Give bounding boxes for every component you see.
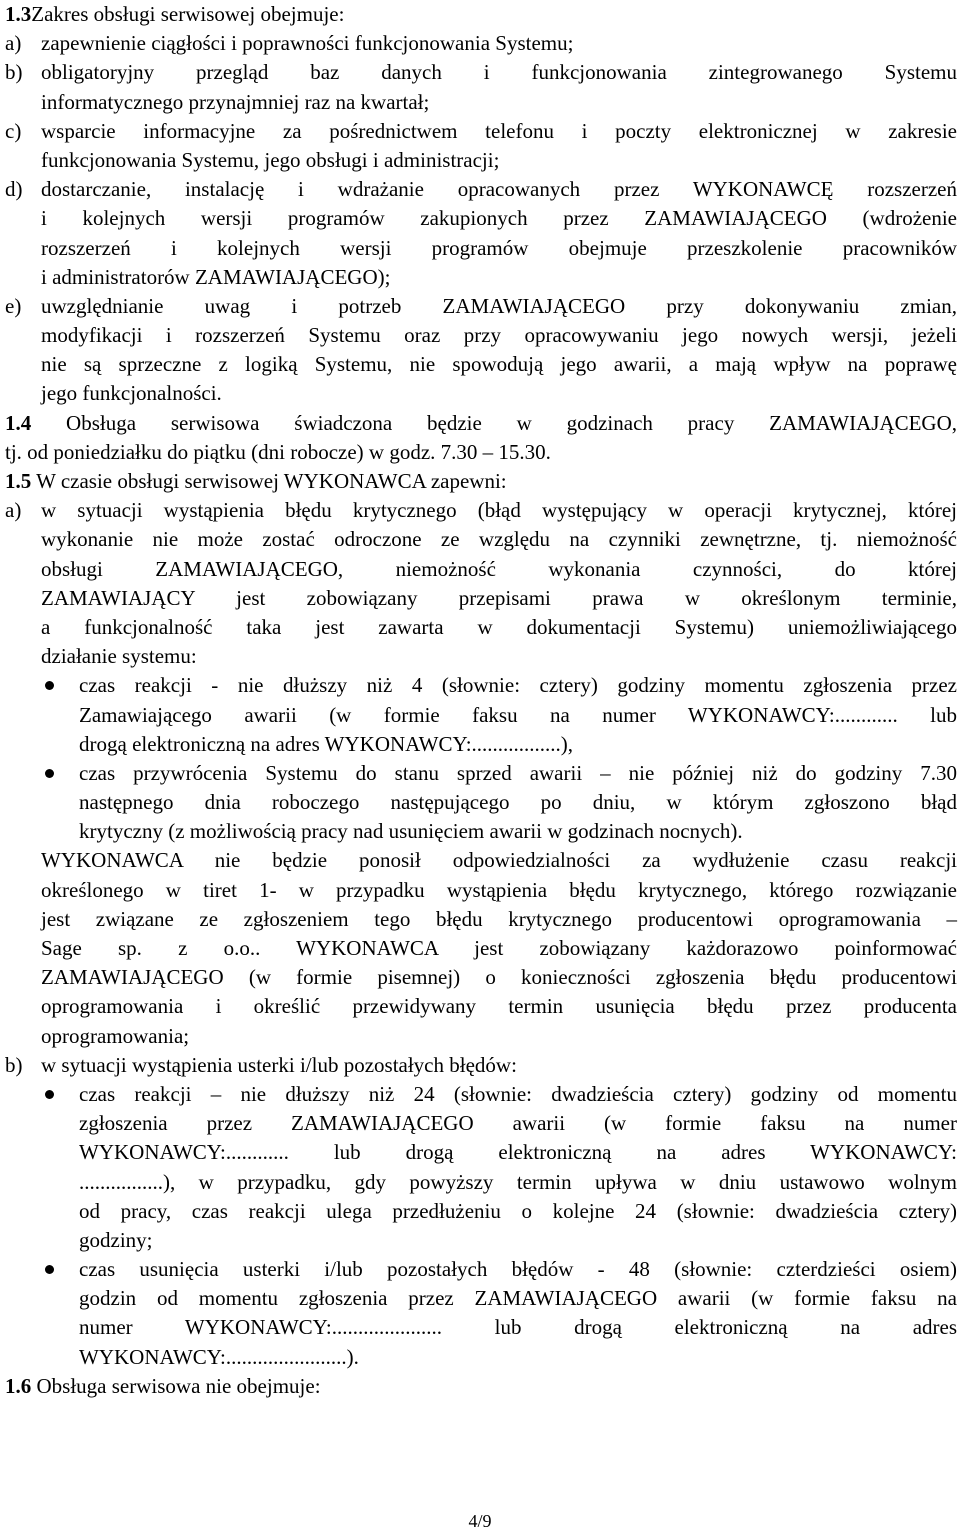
section-title: W czasie obsługi serwisowej WYKONAWCA zapewni: <box>36 469 507 493</box>
list-item-b <box>5 58 957 87</box>
bullet-text: czas reakcji - nie dłuższy niż 4 (słownie: cztery) godziny momentu zgłoszenia przez <box>79 673 957 698</box>
bullet-item-cont <box>5 1313 957 1342</box>
bullet-text: WYKONAWCY:............ lub drogą elektroniczną na adres WYKONAWCY: <box>79 1140 957 1165</box>
list-item-a-cont <box>5 555 957 584</box>
list-item-d-cont <box>5 263 957 292</box>
list-item-d-cont <box>5 204 957 233</box>
list-item-e-cont <box>5 350 957 379</box>
bullet-text: numer WYKONAWCY:..................... lub drogą elektroniczną na adres <box>79 1315 957 1340</box>
bullet-text: Zamawiającego awarii (w formie faksu na numer WYKONAWCY:............ lub <box>79 702 957 727</box>
list-marker: b) <box>5 1052 23 1077</box>
bullet-text: drogą elektroniczną na adres WYKONAWCY:.................), <box>79 731 574 756</box>
bullet-text: ................), w przypadku, gdy powyższy termin upływa w dniu ustawowo wolnym <box>79 1169 957 1194</box>
bullet-text: godziny; <box>79 1227 153 1252</box>
paragraph-text: WYKONAWCA nie będzie ponosił odpowiedzialności za wydłużenie czasu reakcji <box>41 848 957 873</box>
list-item-b <box>5 1051 957 1080</box>
paragraph-text: ZAMAWIAJĄCEGO (w formie pisemnej) o konieczności zgłoszenia błędu producentowi <box>41 965 957 990</box>
section-title: Zakres obsługi serwisowej obejmuje: <box>31 2 345 26</box>
list-item-c <box>5 117 957 146</box>
list-item-a-cont <box>5 613 957 642</box>
list-item-a-cont <box>5 642 957 671</box>
list-text: dostarczanie, instalację i wdrażanie opracowanych przez WYKONAWCĘ rozszerzeń <box>41 177 957 202</box>
list-text: działanie systemu: <box>41 644 197 669</box>
list-marker: e) <box>5 293 22 318</box>
list-item-e-cont <box>5 321 957 350</box>
section-heading-1-6 <box>5 1372 957 1401</box>
list-text: w sytuacji wystąpienia usterki i/lub pozostałych błędów: <box>41 1052 517 1077</box>
bullet-text: od pracy, czas reakcji ulega przedłużeniu o kolejne 24 (słownie: dwadzieścia cztery) <box>79 1198 957 1223</box>
paragraph-text: określonego w tiret 1- w przypadku wystąpienia błędu krytycznego, którego rozwiązanie <box>41 877 957 902</box>
list-marker: a) <box>5 498 22 523</box>
list-text: informatycznego przynajmniej raz na kwartał; <box>41 89 430 114</box>
list-text: wsparcie informacyjne za pośrednictwem telefonu i poczty elektronicznej w zakresie <box>41 118 957 143</box>
paragraph-line <box>5 846 957 875</box>
list-item-b-cont <box>5 88 957 117</box>
bullet-icon <box>45 1265 54 1274</box>
paragraph-text: oprogramowania; <box>41 1023 190 1048</box>
list-marker: c) <box>5 118 22 143</box>
paragraph-line <box>5 905 957 934</box>
list-text: funkcjonowania Systemu, jego obsługi i administracji; <box>41 147 500 172</box>
bullet-item-cont <box>5 1343 957 1372</box>
list-text: nie są sprzeczne z logiką Systemu, nie spowodują jego awarii, a mają wpływ na poprawę <box>41 352 957 377</box>
bullet-text: krytyczny (z możliwością pracy nad usunięciem awarii w godzinach nocnych). <box>79 819 743 844</box>
document-page <box>5 0 957 1401</box>
bullet-item-cont <box>5 788 957 817</box>
bullet-item-cont <box>5 701 957 730</box>
list-marker: b) <box>5 60 23 85</box>
list-text: jego funkcjonalności. <box>41 381 222 406</box>
section-title: Obsługa serwisowa nie obejmuje: <box>36 1373 321 1398</box>
list-item-a-cont <box>5 525 957 554</box>
bullet-item-cont <box>5 1284 957 1313</box>
list-text: i administratorów ZAMAWIAJĄCEGO); <box>41 264 391 289</box>
paragraph-line <box>5 876 957 905</box>
paragraph-text: Sage sp. z o.o.. WYKONAWCA jest zobowiązany każdorazowo poinformować <box>41 936 957 960</box>
bullet-icon <box>45 681 54 690</box>
section-number: 1.5 <box>5 469 32 493</box>
bullet-item-cont <box>5 817 957 846</box>
list-text: modyfikacji i rozszerzeń Systemu oraz przy opracowywaniu jego nowych wersji, jeżeli <box>41 323 957 348</box>
paragraph-line <box>5 934 957 963</box>
paragraph-line <box>5 992 957 1021</box>
bullet-item <box>5 1080 957 1109</box>
bullet-icon <box>45 769 54 778</box>
section-heading-1-5 <box>5 467 957 496</box>
list-text: zapewnienie ciągłości i poprawności funkcjonowania Systemu; <box>41 31 574 56</box>
list-text: uwzględnianie uwag i potrzeb ZAMAWIAJĄCEGO przy dokonywaniu zmian, <box>41 293 957 318</box>
bullet-text: następnego dnia roboczego następującego po dniu, w którym zgłoszono błąd <box>79 790 957 815</box>
list-item-a-cont <box>5 584 957 613</box>
section-text: Obsługa serwisowa świadczona będzie w godzinach pracy ZAMAWIAJĄCEGO, <box>66 410 957 435</box>
bullet-item <box>5 759 957 788</box>
bullet-text: czas reakcji – nie dłuższy niż 24 (słownie: dwadzieścia cztery) godziny od momentu <box>79 1081 957 1106</box>
bullet-text: zgłoszenia przez ZAMAWIAJĄCEGO awarii (w formie faksu na numer <box>79 1111 957 1136</box>
list-item-d-cont <box>5 234 957 263</box>
list-text: rozszerzeń i kolejnych wersji programów obejmuje przeszkolenie pracowników <box>41 235 957 260</box>
list-text: i kolejnych wersji programów zakupionych przez ZAMAWIAJĄCEGO (wdrożenie <box>41 206 957 231</box>
bullet-text: WYKONAWCY:.......................). <box>79 1344 359 1369</box>
list-text: w sytuacji wystąpienia błędu krytycznego (błąd występujący w operacji krytycznej, której <box>41 498 957 523</box>
bullet-item-cont <box>5 1109 957 1138</box>
bullet-item-cont <box>5 1226 957 1255</box>
list-marker: a) <box>5 31 22 56</box>
list-item-d <box>5 175 957 204</box>
page-number: 4/9 <box>468 1511 492 1531</box>
list-item-c-cont <box>5 146 957 175</box>
bullet-text: godzin od momentu zgłoszenia przez ZAMAWIAJĄCEGO awarii (w formie faksu na <box>79 1286 957 1311</box>
bullet-item-cont <box>5 1197 957 1226</box>
section-number: 1.3 <box>5 2 32 26</box>
list-text: wykonanie nie może zostać odroczone ze względu na czynniki zewnętrzne, tj. niemożność <box>41 527 957 552</box>
list-item-a <box>5 29 957 58</box>
bullet-item <box>5 671 957 700</box>
section-1-4-cont <box>5 438 957 467</box>
section-number: 1.4 <box>5 410 32 435</box>
list-text: ZAMAWIAJĄCY jest zobowiązany przepisami prawa w określonym terminie, <box>41 585 957 610</box>
paragraph-text: oprogramowania i określić przewidywany termin usunięcia błędu przez producenta <box>41 994 957 1019</box>
list-item-e <box>5 292 957 321</box>
list-text: obsługi ZAMAWIAJĄCEGO, niemożność wykonania czynności, do której <box>41 556 957 581</box>
bullet-text: czas usunięcia usterki i/lub pozostałych błędów - 48 (słownie: czterdzieści osiem) <box>79 1257 957 1282</box>
paragraph-text: jest związane ze zgłoszeniem tego błędu krytycznego producentowi oprogramowania – <box>41 906 957 931</box>
paragraph-line <box>5 963 957 992</box>
list-item-a <box>5 496 957 525</box>
list-text: a funkcjonalność taka jest zawarta w dokumentacji Systemu) uniemożliwiającego <box>41 614 957 639</box>
bullet-item-cont <box>5 730 957 759</box>
section-heading-1-4 <box>5 409 957 438</box>
bullet-item-cont <box>5 1168 957 1197</box>
bullet-icon <box>45 1090 54 1099</box>
section-text: tj. od poniedziałku do piątku (dni robocze) w godz. 7.30 – 15.30. <box>5 439 551 464</box>
paragraph-line <box>5 1022 957 1051</box>
list-text: obligatoryjny przegląd baz danych i funkcjonowania zintegrowanego Systemu <box>41 60 957 85</box>
list-item-e-cont <box>5 379 957 408</box>
list-marker: d) <box>5 177 23 202</box>
bullet-item <box>5 1255 957 1284</box>
section-heading-1-3 <box>5 0 957 29</box>
section-number: 1.6 <box>5 1373 32 1398</box>
bullet-text: czas przywrócenia Systemu do stanu sprzed awarii – nie później niż do godziny 7.30 <box>79 760 957 785</box>
bullet-item-cont <box>5 1138 957 1167</box>
